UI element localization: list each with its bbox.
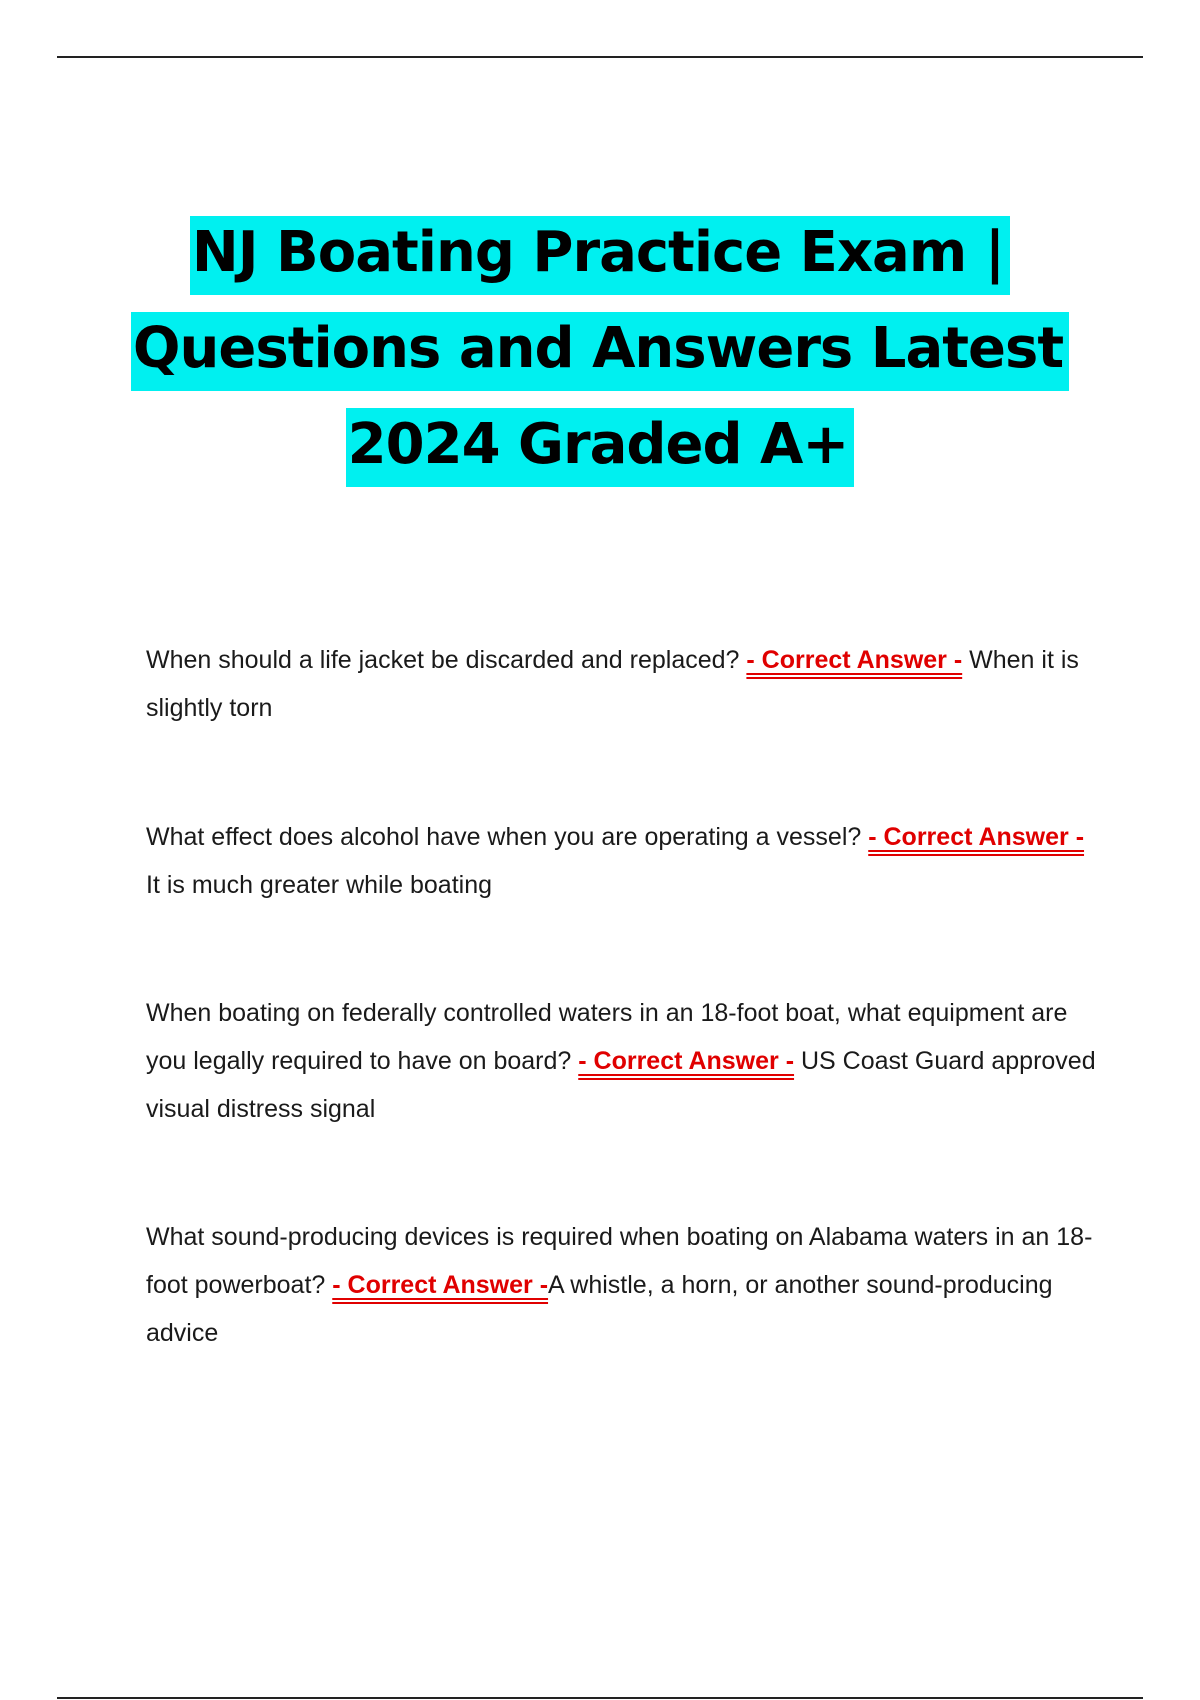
question-text: What sound-producing devices is required when boating on Alabama waters in an 18-foot powerboat? bbox=[146, 1223, 1093, 1299]
qa-item bbox=[146, 636, 1096, 732]
correct-answer-marker: - Correct Answer - bbox=[868, 823, 1085, 851]
page-title bbox=[60, 205, 1140, 493]
top-rule bbox=[57, 56, 1143, 58]
qa-item bbox=[146, 989, 1096, 1133]
qa-item bbox=[146, 1213, 1096, 1357]
title-line: NJ Boating Practice Exam | bbox=[60, 205, 1140, 301]
question-text: When should a life jacket be discarded and replaced? bbox=[146, 646, 740, 674]
answer-text: US Coast Guard approved visual distress signal bbox=[146, 1047, 1096, 1123]
answer-text: It is much greater while boating bbox=[146, 871, 493, 899]
qa-item bbox=[146, 813, 1096, 909]
question-text: When boating on federally controlled waters in an 18-foot boat, what equipment are you legally required to have on board? bbox=[146, 999, 1068, 1075]
title-line: 2024 Graded A+ bbox=[60, 397, 1140, 493]
correct-answer-marker: - Correct Answer - bbox=[332, 1271, 549, 1299]
bottom-rule bbox=[57, 1697, 1143, 1699]
correct-answer-marker: - Correct Answer - bbox=[746, 646, 963, 674]
correct-answer-marker: - Correct Answer - bbox=[578, 1047, 795, 1075]
qa-list bbox=[146, 636, 1096, 1438]
title-line: Questions and Answers Latest bbox=[60, 301, 1140, 397]
answer-text: When it is slightly torn bbox=[146, 646, 1079, 722]
question-text: What effect does alcohol have when you are operating a vessel? bbox=[146, 823, 862, 851]
answer-text: A whistle, a horn, or another sound-producing advice bbox=[146, 1271, 1053, 1347]
